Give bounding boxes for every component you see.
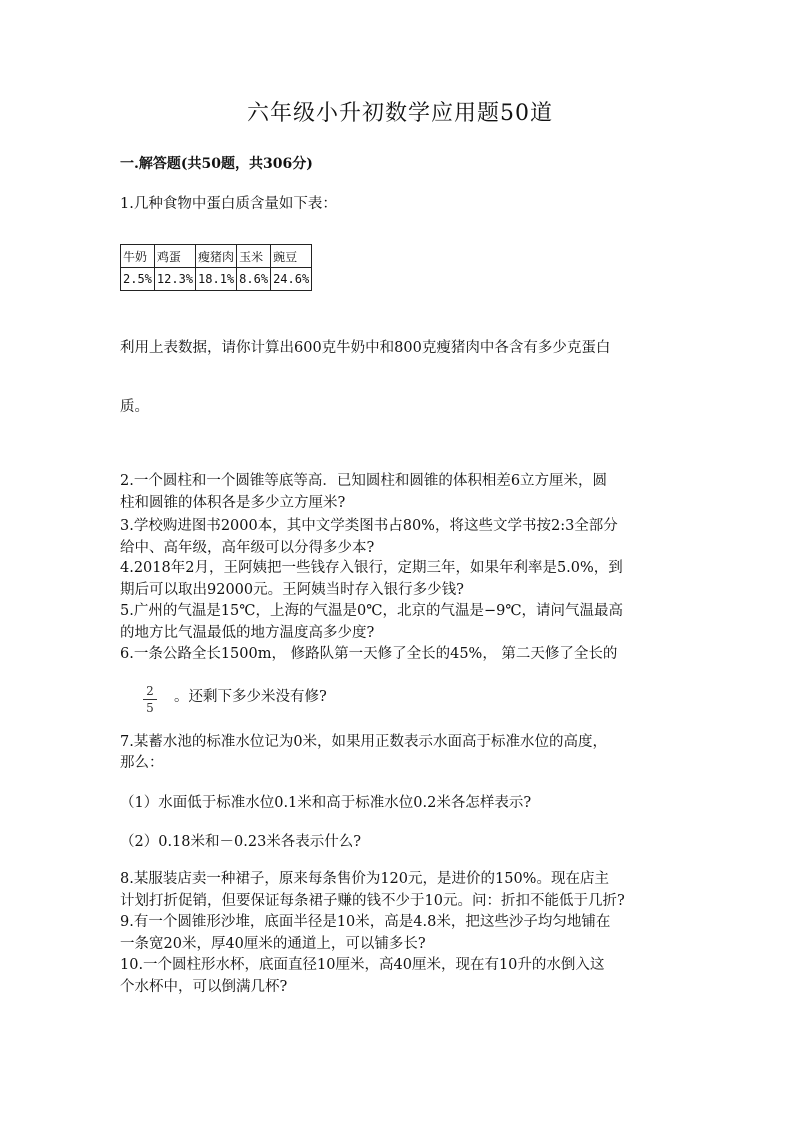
question-5-line2: 的地方比气温最低的地方温度高多少度? bbox=[120, 625, 375, 641]
fraction-numerator: 2 bbox=[146, 684, 154, 698]
table-cell: 18.1% bbox=[196, 268, 237, 291]
table-cell: 12.3% bbox=[154, 268, 195, 291]
fraction-denominator: 5 bbox=[146, 701, 154, 715]
question-9-line2: 一条宽20米，厚40厘米的通道上，可以铺多长? bbox=[120, 936, 426, 952]
question-6-line2: 。还剩下多少米没有修? bbox=[174, 689, 327, 705]
table-header-row bbox=[121, 245, 312, 268]
question-10-line2: 个水杯中，可以倒满几杯? bbox=[120, 979, 288, 995]
page-title: 六年级小升初数学应用题50道 bbox=[247, 101, 553, 126]
table-cell: 2.5% bbox=[121, 268, 155, 291]
question-4-line2: 期后可以取出92000元。王阿姨当时存入银行多少钱? bbox=[120, 582, 464, 598]
question-2-line1: 2.一个圆柱和一个圆锥等底等高．已知圆柱和圆锥的体积相差6立方厘米，圆 bbox=[120, 473, 608, 489]
question-4-line1: 4.2018年2月，王阿姨把一些钱存入银行，定期三年，如果年利率是5.0%，到 bbox=[120, 560, 623, 576]
question-9-line1: 9.有一个圆锥形沙堆，底面半径是10米，高是4.8米，把这些沙子均匀地铺在 bbox=[120, 914, 611, 930]
table-header-cell: 玉米 bbox=[237, 245, 271, 268]
question-10-line1: 10.一个圆柱形水杯，底面直径10厘米，高40厘米，现在有10升的水倒入这 bbox=[120, 957, 605, 973]
question-8-line1: 8.某服装店卖一种裙子，原来每条售价为120元，是进价的150%。现在店主 bbox=[120, 871, 609, 887]
protein-table bbox=[120, 244, 312, 291]
question-1-ask-line2: 质。 bbox=[120, 399, 149, 415]
table-cell: 8.6% bbox=[237, 268, 271, 291]
question-7-sub2: （2）0.18米和－0.23米各表示什么? bbox=[120, 834, 362, 850]
question-3-line2: 给中、高年级，高年级可以分得多少本? bbox=[120, 540, 375, 556]
table-header-cell: 豌豆 bbox=[271, 245, 312, 268]
question-1-intro: 1.几种食物中蛋白质含量如下表： bbox=[120, 196, 337, 212]
question-3-line1: 3.学校购进图书2000本，其中文学类图书占80%，将这些文学书按2:3全部分 bbox=[120, 518, 618, 534]
fraction-two-fifths bbox=[143, 684, 157, 715]
table-header-cell: 瘦猪肉 bbox=[196, 245, 237, 268]
table-header-cell: 牛奶 bbox=[121, 245, 155, 268]
question-7-sub1: （1）水面低于标准水位0.1米和高于标准水位0.2米各怎样表示? bbox=[120, 795, 532, 811]
question-8-line2: 计划打折促销，但要保证每条裙子赚的钱不少于10元。问：折扣不能低于几折? bbox=[120, 893, 625, 909]
fraction-bar bbox=[143, 699, 157, 700]
question-6-line1: 6.一条公路全长1500m， 修路队第一天修了全长的45%， 第二天修了全长的 bbox=[120, 646, 618, 662]
question-5-line1: 5.广州的气温是15℃，上海的气温是0℃，北京的气温是−9℃，请问气温最高 bbox=[120, 603, 624, 619]
question-2-line2: 柱和圆锥的体积各是多少立方厘米? bbox=[120, 495, 346, 511]
table-header-cell: 鸡蛋 bbox=[154, 245, 195, 268]
section-heading: 一.解答题(共50题，共306分) bbox=[120, 156, 313, 172]
question-7-line1: 7.某蓄水池的标准水位记为0米，如果用正数表示水面高于标准水位的高度， bbox=[120, 734, 608, 750]
table-cell: 24.6% bbox=[271, 268, 312, 291]
question-7-line2: 那么： bbox=[120, 755, 164, 771]
question-1-ask-line1: 利用上表数据，请你计算出600克牛奶中和800克瘦猪肉中各含有多少克蛋白 bbox=[120, 340, 611, 356]
table-row bbox=[121, 268, 312, 291]
